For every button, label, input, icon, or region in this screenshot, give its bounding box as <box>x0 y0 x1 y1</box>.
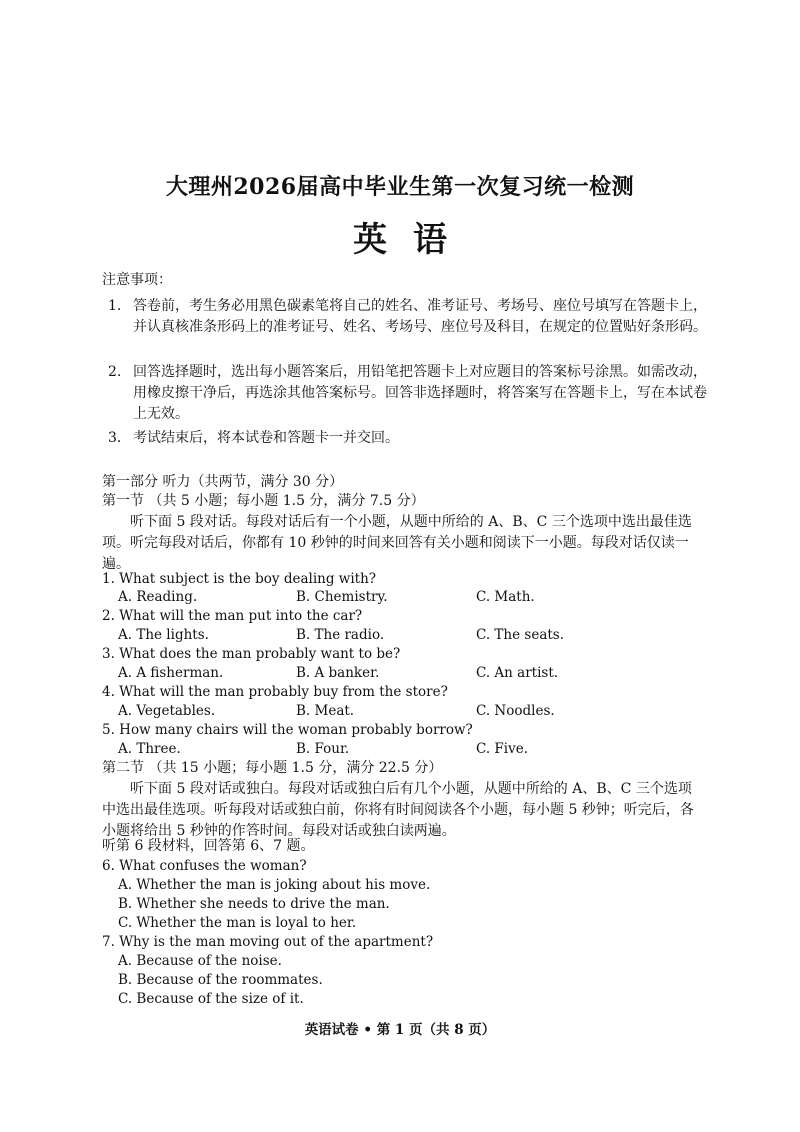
option-a: A. Because of the noise. <box>118 953 282 969</box>
note-text: 考试结束后，将本试卷和答题卡一并交回。 <box>133 430 399 446</box>
option-c: C. An artist. <box>476 665 559 681</box>
question-stem: 1. What subject is the boy dealing with? <box>102 571 377 587</box>
question-stem: 6. What confuses the woman? <box>102 858 307 874</box>
option-a: A. Three. <box>118 741 181 757</box>
section2-instructions: 听下面 5 段对话或独白。每段对话或独白后有几个小题，从题中所给的 A、B、C 三个选项中选出最佳选项。听每段对话或独白前，你将有时间阅读各个小题，每小题 5 秒钟；听完后，各小题将给出 5 秒钟的作答时间。每段对话或独白读两遍。 <box>102 781 694 839</box>
note-item <box>108 362 708 425</box>
note-number: 1. <box>108 298 122 314</box>
question-stem: 3. What does the man probably want to be? <box>102 646 401 662</box>
note-text: 回答选择题时，选出每小题答案后，用铅笔把答题卡上对应题目的答案标号涂黑。如需改动，用橡皮擦干净后，再选涂其他答案标号。回答非选择题时，将答案写在答题卡上，写在本试卷上无效。 <box>133 364 707 422</box>
note-item <box>108 296 708 338</box>
page-footer: 英语试卷 • 第 1 页（共 8 页） <box>304 1022 496 1038</box>
option-a: A. Vegetables. <box>118 703 216 719</box>
note-number: 2. <box>108 364 122 380</box>
section1-heading: 第一节 （共 5 小题；每小题 1.5 分，满分 7.5 分） <box>102 493 425 509</box>
question-stem: 5. How many chairs will the woman probably borrow? <box>102 722 473 738</box>
option-b: B. Meat. <box>296 703 355 719</box>
question-stem: 2. What will the man put into the car? <box>102 608 363 624</box>
option-c: C. Whether the man is loyal to her. <box>118 915 357 931</box>
part1-heading: 第一部分 听力（共两节，满分 30 分） <box>102 474 344 490</box>
option-c: C. Noodles. <box>476 703 555 719</box>
option-b: B. Whether she needs to drive the man. <box>118 896 390 912</box>
note-number: 3. <box>108 430 122 446</box>
option-c: C. Because of the size of it. <box>118 991 304 1007</box>
subject-title: 英语 <box>353 220 473 260</box>
question-stem: 4. What will the man probably buy from the store? <box>102 684 448 700</box>
option-b: B. A banker. <box>296 665 380 681</box>
option-a: A. The lights. <box>118 627 209 643</box>
option-b: B. Chemistry. <box>296 589 388 605</box>
note-text: 答卷前，考生务必用黑色碳素笔将自己的姓名、准考证号、考场号、座位号填写在答题卡上，并认真核准条形码上的准考证号、姓名、考场号、座位号及科目，在规定的位置贴好条形码。 <box>133 298 707 335</box>
section1-instructions: 听下面 5 段对话。每段对话后有一个小题，从题中所给的 A、B、C 三个选项中选出最佳选项。听完每段对话后，你都有 10 秒钟的时间来回答有关小题和阅读下一小题。每段对话仅读一遍。 <box>102 514 692 572</box>
option-b: B. Four. <box>296 741 350 757</box>
option-a: A. Whether the man is joking about his move. <box>118 877 431 893</box>
option-c: C. Math. <box>476 589 535 605</box>
option-b: B. The radio. <box>296 627 385 643</box>
question-stem: 7. Why is the man moving out of the apartment? <box>102 934 434 950</box>
option-c: C. The seats. <box>476 627 565 643</box>
section2-heading: 第二节 （共 15 小题；每小题 1.5 分，满分 22.5 分） <box>102 760 443 776</box>
option-c: C. Five. <box>476 741 529 757</box>
exam-title: 大理州2026届高中毕业生第一次复习统一检测 <box>165 174 635 200</box>
option-b: B. Because of the roommates. <box>118 972 323 988</box>
option-a: A. Reading. <box>118 589 198 605</box>
option-a: A. A fisherman. <box>118 665 224 681</box>
note-item <box>108 428 708 449</box>
notes-heading: 注意事项： <box>102 272 172 288</box>
material-note: 听第 6 段材料，回答第 6、7 题。 <box>102 838 315 854</box>
